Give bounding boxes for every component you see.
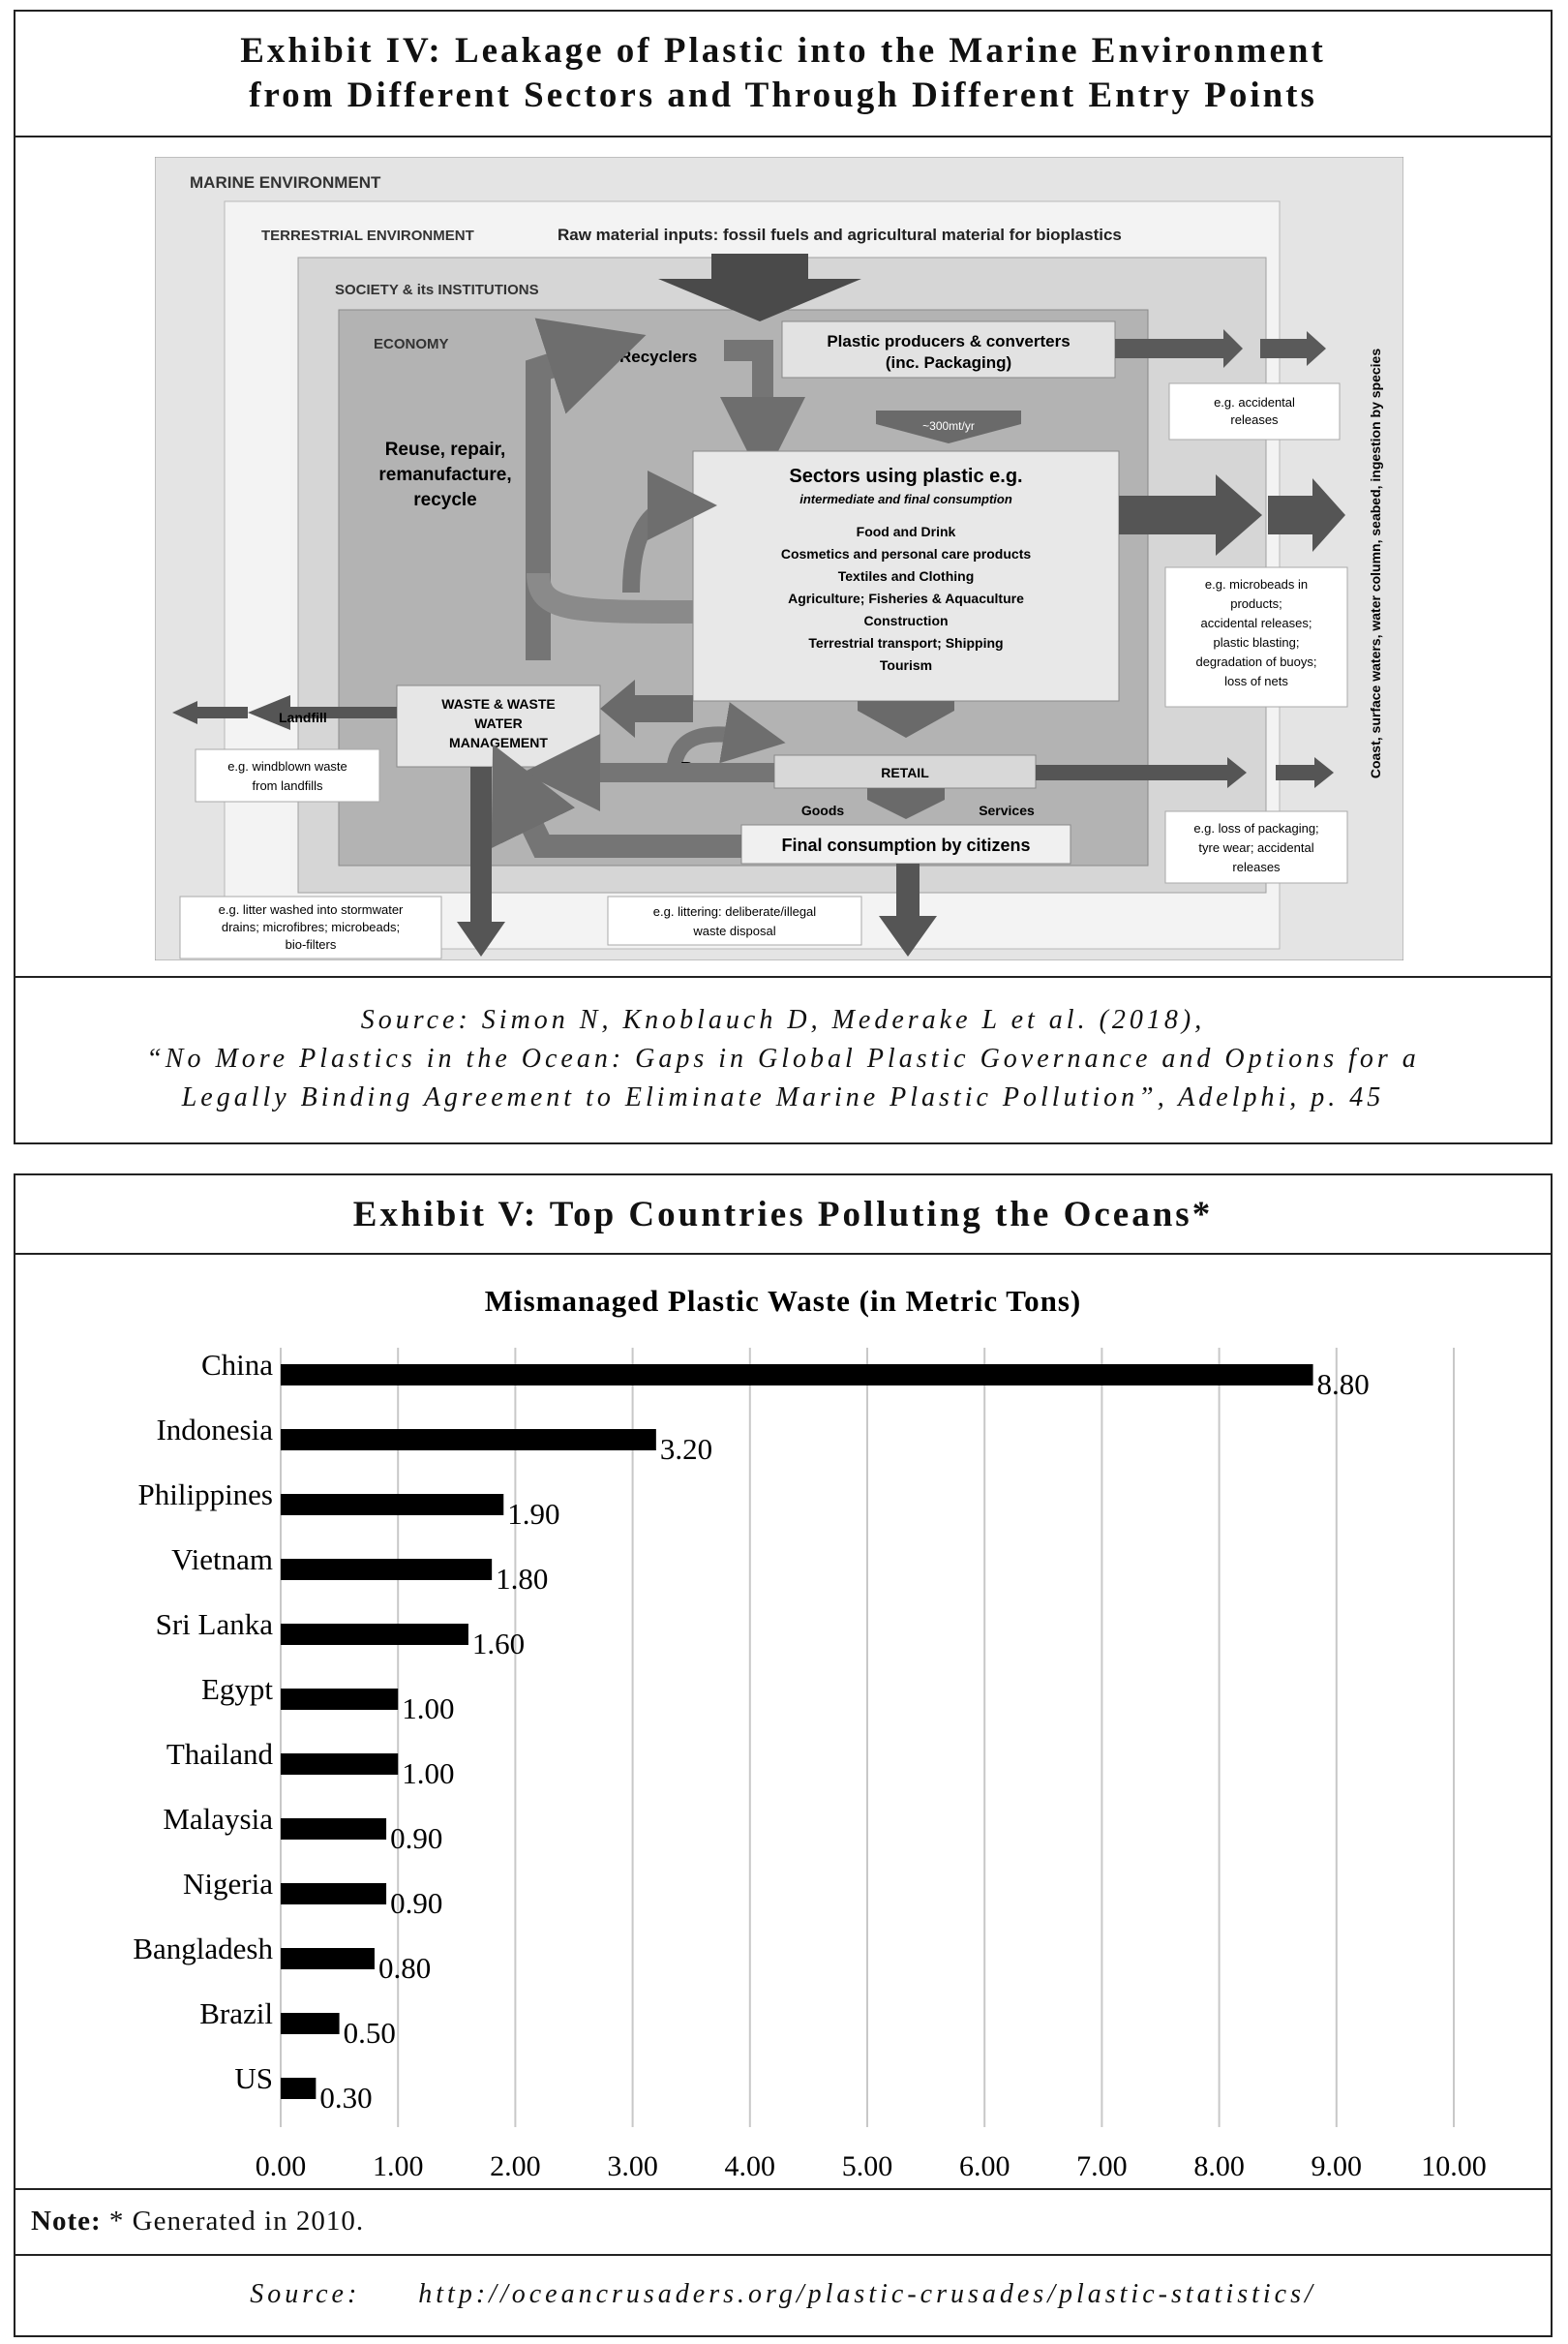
reuse-label: Reuse xyxy=(679,759,734,778)
bar-vietnam xyxy=(281,1559,492,1580)
x-tick-label: 1.00 xyxy=(372,2150,424,2182)
final-consumption-label: Final consumption by citizens xyxy=(781,836,1031,855)
bar-bangladesh xyxy=(281,1948,375,1969)
microbeads-label: plastic blasting; xyxy=(1213,635,1300,650)
microbeads-label: accidental releases; xyxy=(1200,616,1312,630)
recyclers-label: Recyclers xyxy=(619,348,698,366)
exhibit-iv-title-line2: from Different Sectors and Through Different Entry Points xyxy=(249,76,1317,115)
x-tick-label: 4.00 xyxy=(724,2150,776,2182)
category-label: Indonesia xyxy=(156,1413,273,1446)
exhibit-v-panel xyxy=(14,1173,1553,2337)
x-tick-label: 10.00 xyxy=(1421,2150,1487,2182)
source-label: Source: xyxy=(250,2279,361,2309)
stormwater-label: drains; microfibres; microbeads; xyxy=(221,920,401,934)
packaging-loss-label: e.g. loss of packaging; xyxy=(1193,821,1319,836)
value-label: 0.90 xyxy=(390,1886,443,1920)
marine-environment-label: MARINE ENVIRONMENT xyxy=(190,173,381,192)
category-label: Malaysia xyxy=(163,1802,273,1836)
raw-material-label: Raw material inputs: fossil fuels and agricultural material for bioplastics xyxy=(558,226,1122,244)
divider xyxy=(15,2254,1551,2256)
source-url: http://oceancrusaders.org/plastic-crusades/plastic-statistics/ xyxy=(418,2279,1316,2309)
divider xyxy=(15,2188,1551,2190)
category-label: US xyxy=(234,2061,273,2095)
value-label: 0.90 xyxy=(390,1821,443,1855)
exhibit-v-source xyxy=(15,2275,1551,2314)
waste-label: WASTE & WASTE xyxy=(441,696,556,712)
chart-title: Mismanaged Plastic Waste (in Metric Tons) xyxy=(484,1284,1082,1318)
littering-label: waste disposal xyxy=(693,924,776,938)
waste-label: WATER xyxy=(474,715,523,731)
producers-label: Plastic producers & converters xyxy=(827,332,1070,350)
accidental-box xyxy=(1169,383,1340,440)
note-text: * Generated in 2010. xyxy=(101,2206,365,2237)
x-tick-label: 9.00 xyxy=(1311,2150,1363,2182)
windblown-label: e.g. windblown waste xyxy=(227,759,347,774)
reuse-repair-line2: remanufacture, xyxy=(378,465,512,485)
sector-item: Textiles and Clothing xyxy=(837,568,975,584)
value-label: 8.80 xyxy=(1316,1367,1370,1401)
exhibit-iv-panel xyxy=(14,10,1553,1144)
value-label: 0.80 xyxy=(377,1951,432,1985)
divider xyxy=(15,976,1551,978)
bar-malaysia xyxy=(281,1818,386,1840)
x-tick-label: 0.00 xyxy=(255,2150,307,2182)
side-label: Coast, surface waters, water column, seabed, ingestion by species xyxy=(1368,348,1383,779)
accidental-label-2: releases xyxy=(1230,412,1279,427)
stormwater-label: e.g. litter washed into stormwater xyxy=(218,902,404,917)
sector-item: Cosmetics and personal care products xyxy=(780,546,1032,562)
value-label: 0.30 xyxy=(319,2081,373,2115)
sector-item: Terrestrial transport; Shipping xyxy=(808,635,1004,651)
category-label: Sri Lanka xyxy=(155,1607,273,1641)
note xyxy=(31,2206,364,2237)
x-tick-label: 3.00 xyxy=(607,2150,658,2182)
waste-label: MANAGEMENT xyxy=(449,735,548,750)
volume-label: ~300mt/yr xyxy=(922,419,975,433)
bar-china xyxy=(281,1364,1313,1385)
packaging-loss-label: releases xyxy=(1232,860,1281,874)
category-label: Brazil xyxy=(199,1996,273,2030)
windblown-box xyxy=(196,749,379,802)
sector-item: Agriculture; Fisheries & Aquaculture xyxy=(788,591,1024,606)
x-tick-label: 2.00 xyxy=(490,2150,541,2182)
value-label: 1.90 xyxy=(507,1497,560,1531)
x-tick-label: 7.00 xyxy=(1076,2150,1128,2182)
producers-label-2: (inc. Packaging) xyxy=(885,353,1012,372)
bar-brazil xyxy=(281,2013,340,2034)
sectors-title: Sectors using plastic e.g. xyxy=(789,466,1023,487)
society-label: SOCIETY & its INSTITUTIONS xyxy=(335,282,539,298)
exhibit-iv-source-line3: Legally Binding Agreement to Eliminate Marine Plastic Pollution”, Adelphi, p. 45 xyxy=(181,1082,1385,1112)
sector-item: Construction xyxy=(863,613,949,628)
packaging-loss-label: tyre wear; accidental xyxy=(1198,840,1314,855)
value-label: 1.80 xyxy=(496,1562,549,1596)
category-label: China xyxy=(200,1348,273,1382)
category-label: Thailand xyxy=(166,1737,273,1771)
sectors-subtitle: intermediate and final consumption xyxy=(799,492,1012,506)
bar-egypt xyxy=(281,1689,398,1710)
microbeads-label: products; xyxy=(1230,596,1282,611)
microbeads-label: loss of nets xyxy=(1224,674,1288,688)
littering-label: e.g. littering: deliberate/illegal xyxy=(652,904,817,919)
value-label: 1.00 xyxy=(402,1756,455,1790)
exhibit-iv-source-line1: Source: Simon N, Knoblauch D, Mederake L et al. (2018), xyxy=(360,1005,1206,1035)
mismanaged-plastic-bar-chart xyxy=(15,1255,1551,2184)
category-label: Philippines xyxy=(137,1477,273,1511)
note-label: Note: xyxy=(31,2206,102,2237)
terrestrial-environment-label: TERRESTRIAL ENVIRONMENT xyxy=(261,228,474,244)
sector-item: Tourism xyxy=(879,657,933,673)
reuse-repair-line3: recycle xyxy=(413,490,477,510)
economy-label: ECONOMY xyxy=(374,336,449,352)
divider xyxy=(15,136,1551,137)
x-tick-label: 5.00 xyxy=(841,2150,893,2182)
category-label: Vietnam xyxy=(171,1542,273,1576)
bar-indonesia xyxy=(281,1429,656,1450)
value-label: 3.20 xyxy=(659,1432,713,1466)
accidental-label: e.g. accidental xyxy=(1214,395,1295,410)
goods-label: Goods xyxy=(800,803,845,818)
exhibit-iv-source-line2: “No More Plastics in the Ocean: Gaps in Global Plastic Governance and Options for a xyxy=(146,1044,1420,1074)
microbeads-label: e.g. microbeads in xyxy=(1204,577,1309,592)
microbeads-label: degradation of buoys; xyxy=(1195,654,1317,669)
bar-sri-lanka xyxy=(281,1624,468,1645)
bar-nigeria xyxy=(281,1883,386,1904)
services-label: Services xyxy=(979,803,1035,818)
exhibit-iv-title-line1: Exhibit IV: Leakage of Plastic into the Marine Environment xyxy=(240,31,1326,71)
category-label: Bangladesh xyxy=(133,1932,273,1965)
bar-us xyxy=(281,2078,316,2099)
retail-label: RETAIL xyxy=(881,765,929,780)
category-label: Egypt xyxy=(200,1672,273,1706)
x-tick-label: 6.00 xyxy=(958,2150,1010,2182)
x-tick-label: 8.00 xyxy=(1193,2150,1245,2182)
windblown-label: from landfills xyxy=(252,778,323,793)
value-label: 0.50 xyxy=(343,2016,396,2050)
stormwater-label: bio-filters xyxy=(285,937,337,952)
exhibit-v-title: Exhibit V: Top Countries Polluting the Oceans* xyxy=(352,1195,1214,1234)
value-label: 1.00 xyxy=(402,1691,455,1725)
sector-item: Food and Drink xyxy=(856,524,956,539)
bar-philippines xyxy=(281,1494,503,1515)
reuse-repair-line1: Reuse, repair, xyxy=(384,440,506,460)
category-label: Nigeria xyxy=(183,1867,273,1901)
plastic-leakage-diagram xyxy=(155,157,1403,960)
bar-thailand xyxy=(281,1753,398,1775)
landfill-label: Landfill xyxy=(279,710,327,725)
value-label: 1.60 xyxy=(471,1627,526,1660)
